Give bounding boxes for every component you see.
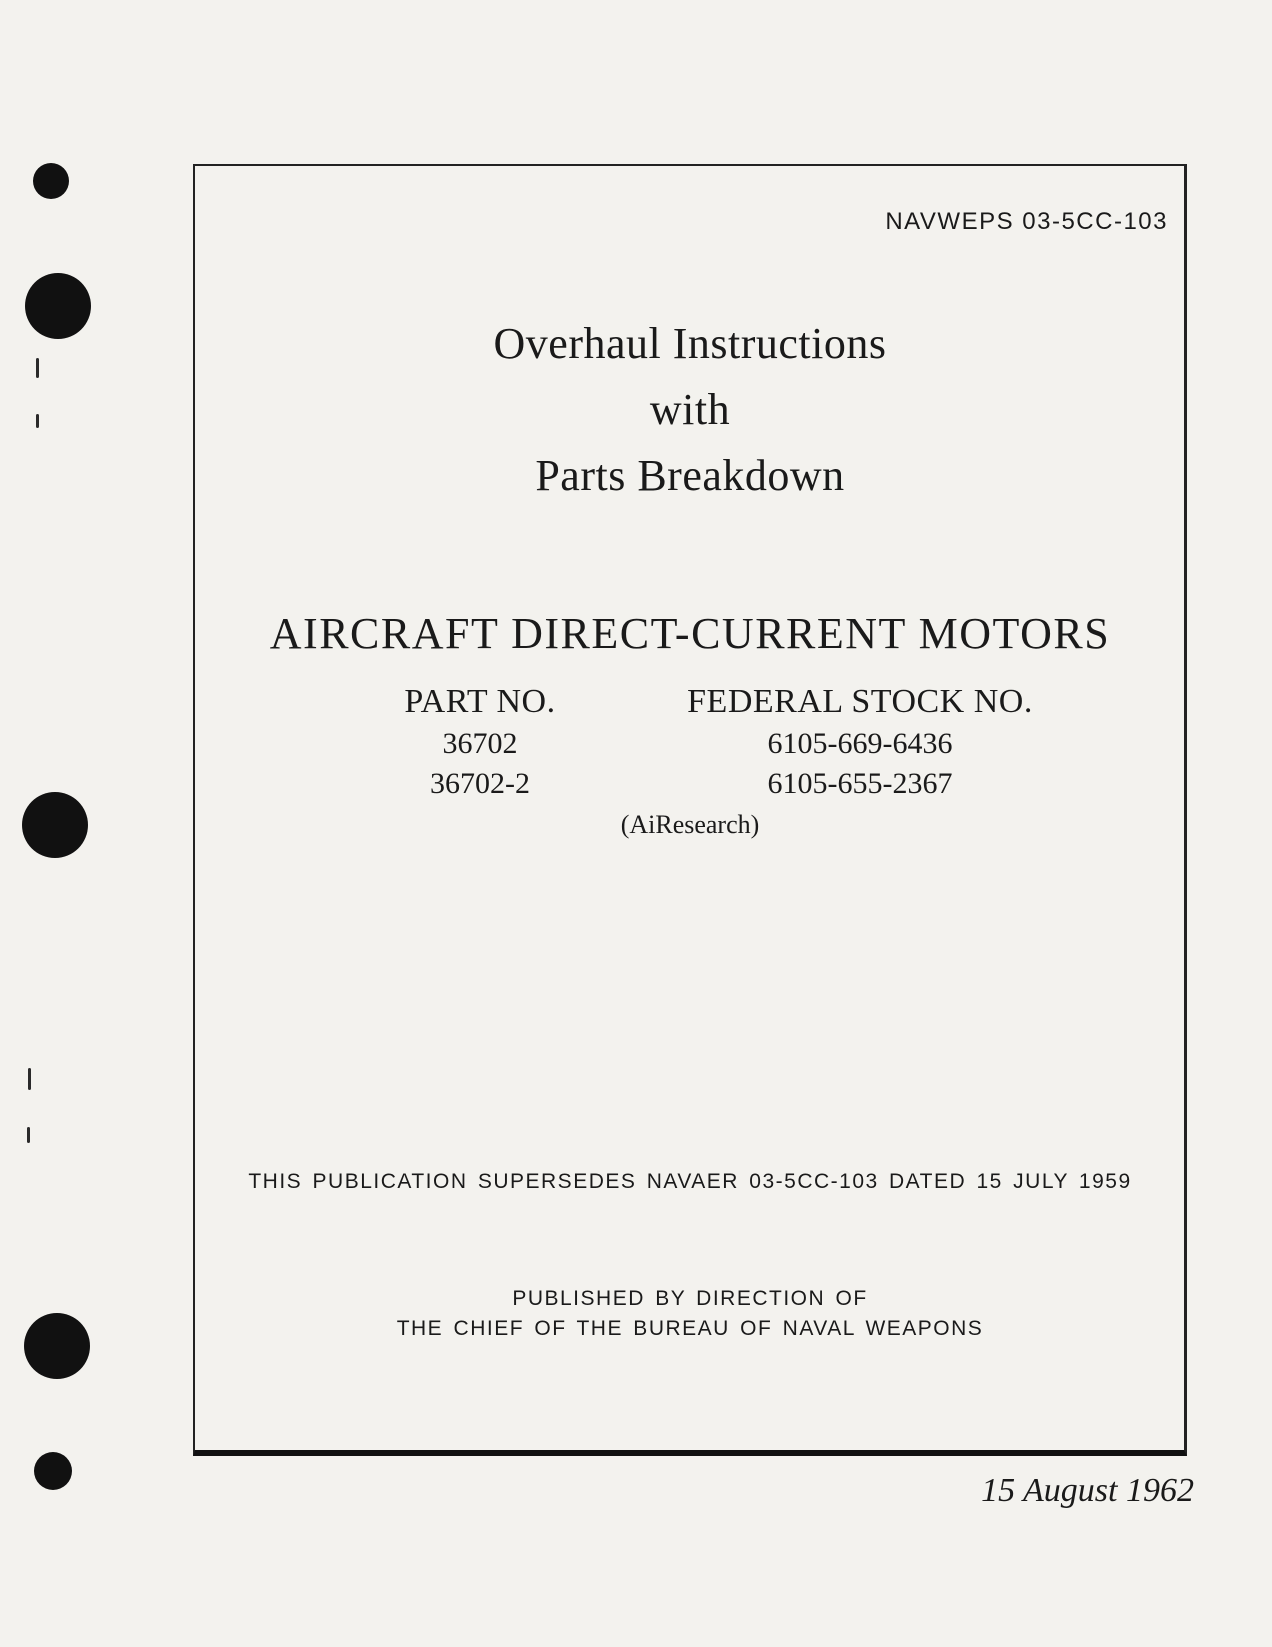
publisher-line-2: THE CHIEF OF THE BUREAU OF NAVAL WEAPONS bbox=[396, 1317, 984, 1340]
publisher-line-1: PUBLISHED BY DIRECTION OF bbox=[512, 1287, 868, 1310]
punch-hole-1 bbox=[33, 163, 69, 199]
part-number-value: 36702 bbox=[442, 727, 518, 760]
stock-number-value: 6105-655-2367 bbox=[767, 767, 953, 800]
title-line-3: Parts Breakdown bbox=[535, 451, 845, 500]
title-line-1: Overhaul Instructions bbox=[493, 319, 887, 368]
part-number-heading: PART NO. bbox=[404, 683, 556, 720]
manufacturer-name: (AiResearch) bbox=[620, 810, 760, 839]
binding-mark bbox=[36, 358, 39, 378]
binding-mark bbox=[28, 1068, 31, 1090]
publisher-statement bbox=[193, 1284, 1187, 1344]
publication-number: NAVWEPS 03-5CC-103 bbox=[885, 208, 1168, 235]
punch-hole-4 bbox=[24, 1313, 90, 1379]
stock-number-column bbox=[660, 680, 1060, 804]
publication-date: 15 August 1962 bbox=[981, 1472, 1194, 1509]
part-number-column bbox=[330, 680, 630, 804]
part-number-value: 36702-2 bbox=[430, 767, 530, 800]
binding-mark bbox=[36, 414, 39, 428]
title-line-2: with bbox=[649, 385, 731, 434]
stock-number-heading: FEDERAL STOCK NO. bbox=[687, 683, 1033, 720]
supersedes-notice: THIS PUBLICATION SUPERSEDES NAVAER 03-5CC-103 DATED 15 JULY 1959 bbox=[248, 1170, 1132, 1193]
punch-hole-3 bbox=[22, 792, 88, 858]
document-subject: AIRCRAFT DIRECT-CURRENT MOTORS bbox=[269, 609, 1111, 658]
binding-mark bbox=[27, 1127, 30, 1143]
punch-hole-2 bbox=[25, 273, 91, 339]
stock-number-value: 6105-669-6436 bbox=[767, 727, 953, 760]
punch-hole-5 bbox=[34, 1452, 72, 1490]
